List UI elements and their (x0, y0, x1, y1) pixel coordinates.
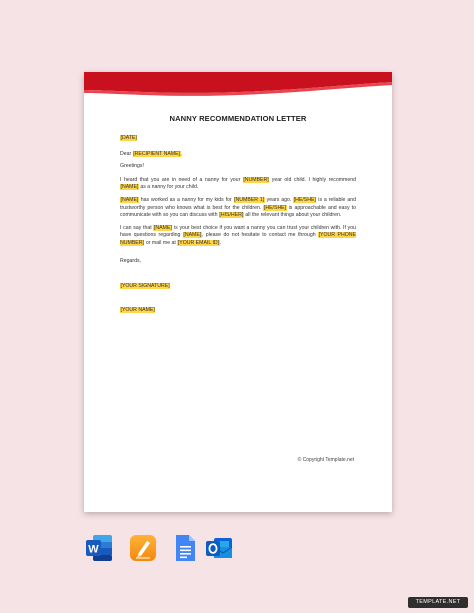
pronoun-placeholder: [HE/SHE] (263, 204, 287, 211)
p3-text-b: is your best choice if you want a nanny you can trust your children with. If you have questions regarding (120, 224, 357, 239)
pronoun-placeholder: [HIS/HER] (219, 212, 244, 219)
salutation-comma: , (180, 150, 183, 157)
red-wave-banner (84, 72, 392, 102)
p1-text-c: as a nanny for your child. (138, 184, 199, 191)
p3-text-a: I can say that (120, 224, 154, 231)
pronoun-placeholder: [HE/SHE] (293, 196, 316, 203)
letter-page (84, 72, 392, 512)
salutation-text: Dear (120, 150, 133, 157)
p2-text-e: all the relevant things about your children. (243, 212, 342, 219)
p1-text-b: year old child. I highly recommend (269, 176, 356, 183)
phone-placeholder: [YOUR PHONE NUMBER] (120, 232, 356, 246)
regards: Regards, (120, 257, 142, 264)
google-docs-icon[interactable] (170, 533, 200, 563)
p3-text-e: . (219, 239, 222, 246)
p3-text-d: or mail me at (144, 239, 178, 246)
copyright-text: © Copyright Template.net (297, 457, 354, 463)
letter-title: NANNY RECOMMENDATION LETTER (169, 114, 307, 123)
name-placeholder: [NAME] (120, 196, 139, 203)
date-line (120, 135, 356, 143)
name-placeholder: [NAME] (120, 184, 139, 191)
number-placeholder: [NUMBER] (243, 176, 269, 183)
greeting: Greetings! (120, 163, 144, 170)
p1-text-a: I heard that you are in need of a nanny for your (120, 176, 243, 183)
letter-body (120, 135, 356, 319)
recipient-placeholder: [RECIPIENT NAME] (133, 150, 181, 157)
salutation (120, 151, 356, 159)
template-net-logo: TEMPLATE.NET (408, 597, 468, 608)
pages-icon[interactable] (128, 533, 158, 563)
name-line (120, 307, 356, 315)
name-placeholder: [NAME] (183, 232, 202, 239)
date-placeholder: [DATE] (120, 135, 137, 141)
outlook-icon[interactable] (204, 533, 234, 563)
svg-text:W: W (88, 543, 99, 556)
p2-text-c: is a reliable and trustworthy person who knows what is best for the children. (120, 196, 356, 211)
paragraph-3 (120, 225, 356, 248)
signature-placeholder: [YOUR SIGNATURE] (120, 283, 170, 290)
name-placeholder: [NAME] (153, 224, 172, 231)
p3-text-c: , please do not hesitate to contact me through (201, 232, 319, 239)
paragraph-2 (120, 197, 356, 220)
number-placeholder: [NUMBER 1] (234, 196, 265, 203)
signature-line (120, 283, 356, 291)
your-name-placeholder: [YOUR NAME] (120, 306, 155, 313)
p2-text-b: years ago. (264, 196, 294, 203)
email-placeholder: [YOUR EMAIL ID] (177, 239, 220, 246)
paragraph-1 (120, 177, 356, 192)
p2-text-d: is approachable and easy to communicate with so you can discuss with (120, 204, 356, 219)
p2-text-a: has worked as a nanny for my kids for (138, 196, 234, 203)
word-icon[interactable] (84, 533, 114, 563)
